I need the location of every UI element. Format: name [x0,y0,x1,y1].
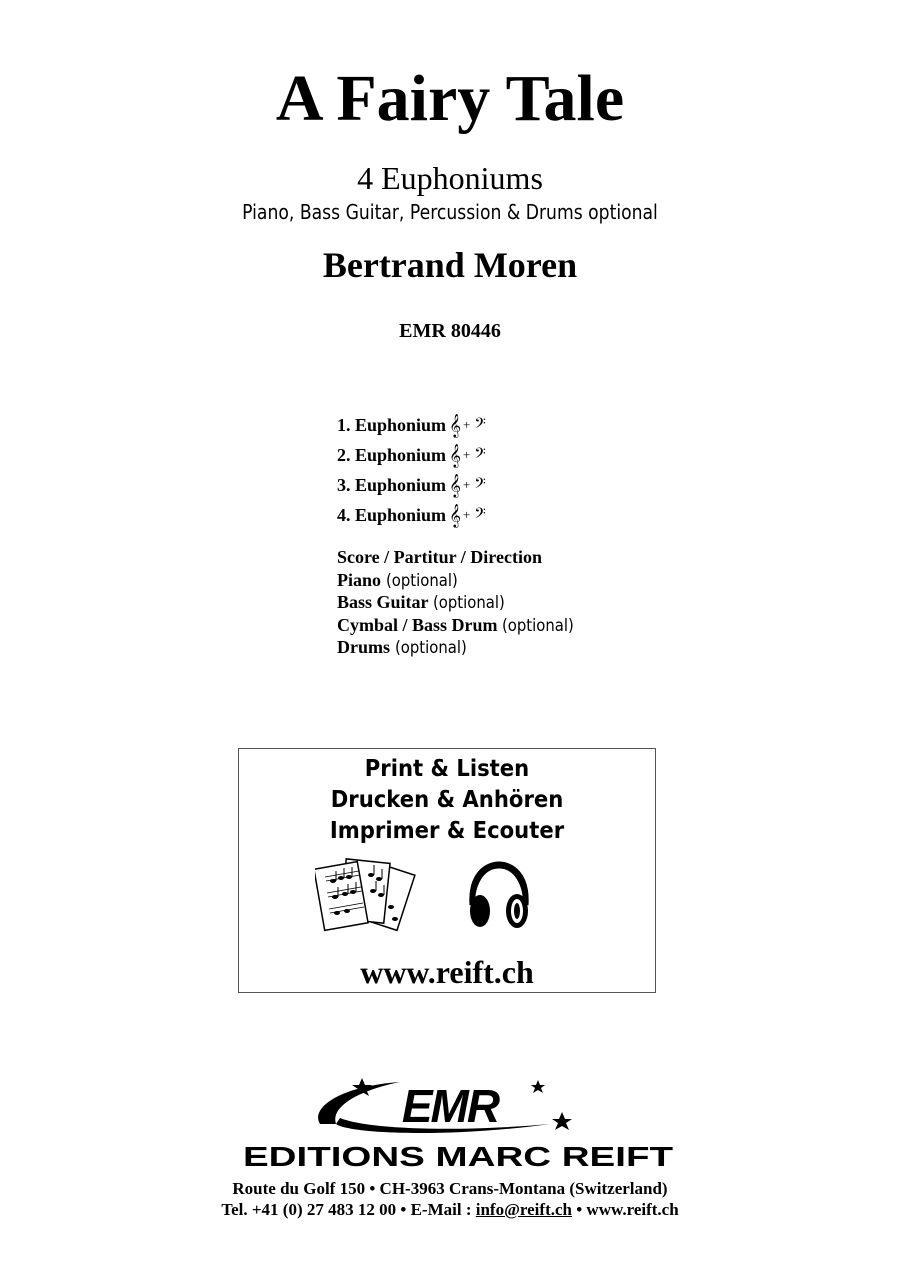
extra-part-item [337,614,582,637]
email-link[interactable]: info@reift.ch [475,1200,572,1219]
composer-name: Bertrand Moren [322,245,578,285]
print-listen-box [238,748,656,993]
part-item [337,470,486,500]
promo-line: Print & Listen [364,756,530,782]
extra-part-name: Bass Guitar [337,592,429,612]
extra-part-item [337,591,582,614]
optional-note: (optional) [394,638,467,657]
extra-part-item [337,569,582,592]
part-item [337,410,486,440]
bass-clef-icon: 𝄢 [474,504,486,526]
extra-part-name: Cymbal / Bass Drum [337,614,498,635]
treble-clef-icon: 𝄞 [449,413,461,437]
parts-list [337,410,486,530]
sheet-music-icon [315,857,425,939]
plus-sign: + [462,507,471,522]
logo-text: EMR [401,1080,499,1132]
extra-part-item [337,546,582,569]
part-label: 4. Euphonium [337,504,447,525]
optional-note: (optional) [385,570,458,590]
phone-text: Tel. +41 (0) 27 483 12 00 • E-Mail : [221,1200,476,1219]
part-label: 1. Euphonium [337,414,447,435]
treble-clef-icon: 𝄞 [449,443,461,467]
extra-part-name: Piano [337,569,382,590]
extra-part-item [337,636,582,659]
headphones-icon [467,861,531,933]
catalog-number: EMR 80446 [399,320,501,342]
additional-parts-list [337,546,582,659]
publisher-name: EDITIONS MARC REIFT [243,1141,673,1171]
part-item [337,500,486,530]
bass-clef-icon: 𝄢 [474,414,486,436]
part-item [337,440,486,470]
web-text: • www.reift.ch [571,1200,679,1219]
promo-line: Imprimer & Ecouter [329,818,565,844]
plus-sign: + [462,477,471,492]
optional-note: (optional) [502,615,574,635]
emr-logo [300,1072,600,1142]
part-label: 3. Euphonium [337,474,447,495]
bass-clef-icon: 𝄢 [474,444,486,466]
scoring: 4 Euphoniums [357,160,543,196]
extra-part-name: Score / Partitur / Direction [337,547,542,567]
part-label: 2. Euphonium [337,444,447,465]
extra-part-name: Drums [337,637,390,657]
promo-line: Drucken & Anhören [330,787,564,813]
plus-sign: + [462,417,471,432]
treble-clef-icon: 𝄞 [449,503,461,527]
bass-clef-icon: 𝄢 [474,474,486,496]
plus-sign: + [462,447,471,462]
treble-clef-icon: 𝄞 [449,473,461,497]
optional-note: (optional) [433,593,505,612]
postal-address: Route du Golf 150 • CH-3963 Crans-Montana (Switzerland) [232,1179,668,1198]
piece-title: A Fairy Tale [275,62,625,135]
optional-instrumentation: Piano, Bass Guitar, Percussion & Drums optional [242,200,658,224]
website-url[interactable]: www.reift.ch [360,954,534,990]
publisher-wordmark [240,1141,680,1171]
contact-line [0,1199,900,1221]
